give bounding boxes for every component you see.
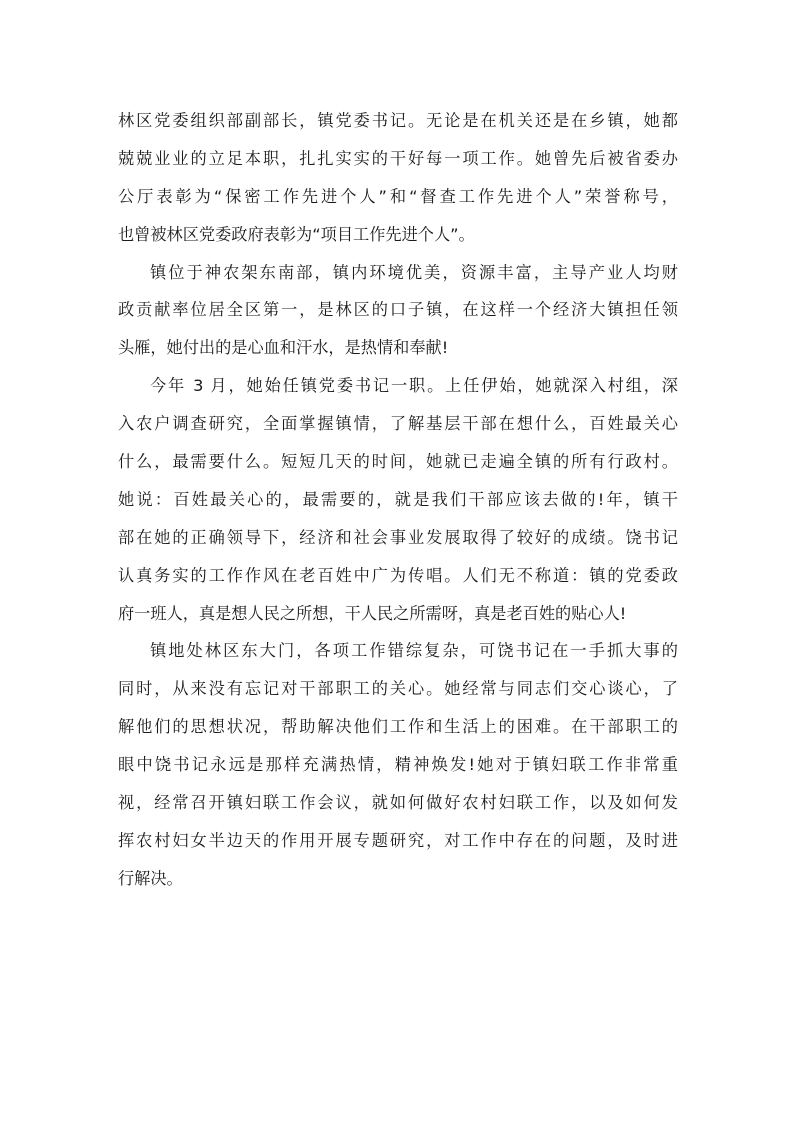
- text-line: 也曾被林区党委政府表彰为“项目工作先进个人”。: [118, 224, 475, 244]
- text-line: 兢兢业业的立足本职，扎扎实实的干好每一项工作。她曾先后被省委办: [118, 148, 678, 168]
- text-line: 镇地处林区东大门，各项工作错综复杂，可饶书记在一手抓大事的: [150, 641, 678, 661]
- text-line: 视，经常召开镇妇联工作会议，就如何做好农村妇联工作，以及如何发: [118, 793, 678, 813]
- text-line: 认真务实的工作作风在老百姓中广为传唱。人们无不称道：镇的党委政: [118, 565, 678, 585]
- text-line: 她说：百姓最关心的，最需要的，就是我们干部应该去做的!年，镇干: [118, 489, 678, 509]
- paragraph: [118, 254, 678, 368]
- paragraph: [118, 632, 678, 897]
- text-line: 解他们的思想状况，帮助解决他们工作和生活上的困难。在干部职工的: [118, 717, 678, 737]
- paragraph: [118, 367, 678, 632]
- text-line: 部在她的正确领导下，经济和社会事业发展取得了较好的成绩。饶书记: [118, 527, 678, 547]
- body-text: [118, 102, 678, 898]
- text-line: 林区党委组织部副部长，镇党委书记。无论是在机关还是在乡镇，她都: [118, 111, 678, 130]
- text-line: 同时，从来没有忘记对干部职工的关心。她经常与同志们交心谈心，了: [118, 679, 678, 699]
- text-line: 行解决。: [118, 868, 183, 888]
- text-line: 眼中饶书记永远是那样充满热情，精神焕发!她对于镇妇联工作非常重: [118, 755, 678, 775]
- text-line: 头雁，她付出的是心血和汗水，是热情和奉献!: [118, 338, 449, 358]
- text-line: 政贡献率位居全区第一，是林区的口子镇，在这样一个经济大镇担任领: [118, 300, 678, 320]
- text-line: 入农户调查研究，全面掌握镇情，了解基层干部在想什么，百姓最关心: [118, 414, 678, 434]
- text-line: 什么，最需要什么。短短几天的时间，她就已走遍全镇的所有行政村。: [118, 452, 678, 472]
- text-line: 挥农村妇女半边天的作用开展专题研究，对工作中存在的问题，及时进: [118, 830, 678, 850]
- text-line: 今年 3 月，她始任镇党委书记一职。上任伊始，她就深入村组，深: [150, 376, 678, 396]
- text-line: 公厅表彰为“保密工作先进个人”和“督查工作先进个人”荣誉称号，: [118, 186, 678, 206]
- text-line: 镇位于神农架东南部，镇内环境优美，资源丰富，主导产业人均财: [150, 262, 678, 282]
- paragraph: [118, 102, 678, 254]
- text-line: 府一班人，真是想人民之所想，干人民之所需呀，真是老百姓的贴心人!: [118, 603, 627, 623]
